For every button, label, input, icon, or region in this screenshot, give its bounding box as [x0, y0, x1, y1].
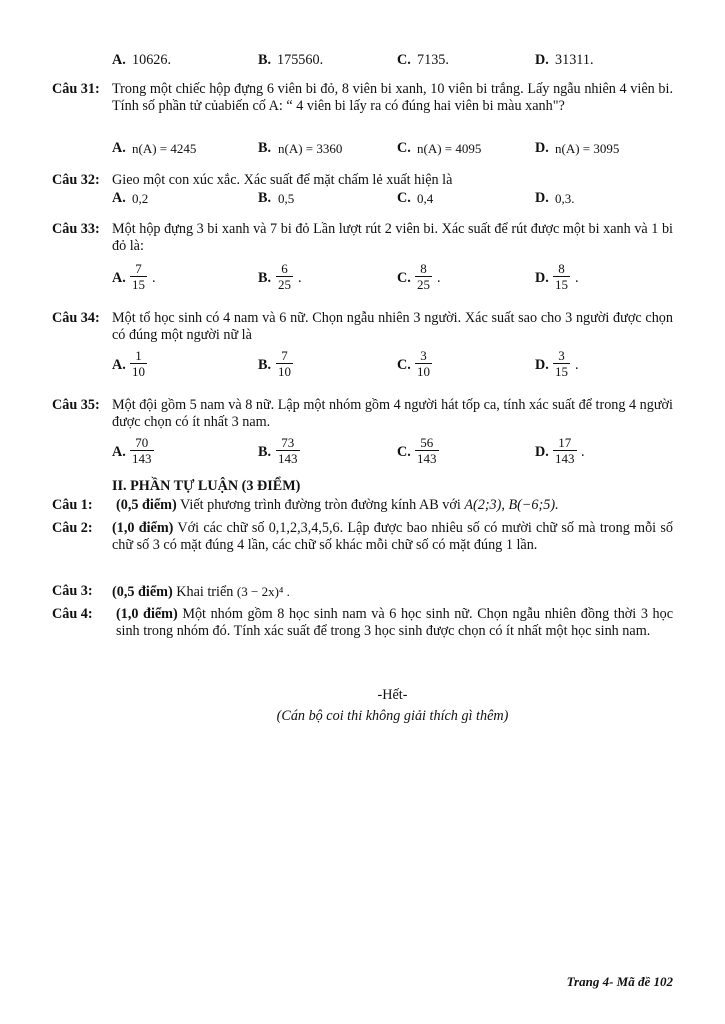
- question-34-number: Câu 34:: [52, 310, 100, 326]
- essay-3-math: (3 − 2x)⁴ .: [236, 584, 290, 599]
- q33-c-denominator: 25: [417, 277, 430, 292]
- q34-c-numerator: 3: [420, 348, 427, 363]
- q31-option-a: n(A) = 4245: [132, 141, 197, 156]
- q32-option-d: 0,3.: [555, 191, 575, 206]
- q30-option-c: 7135.: [417, 52, 449, 68]
- essay-4-body: Một nhóm gồm 8 học sinh nam và 6 học sinh nữ. Chọn ngẫu nhiên đồng thời 3 học sinh trong nhóm đó. Tính xác suất để trong 3 học sinh được chọn có ít nhất một học sinh nam.: [116, 606, 674, 640]
- essay-3-body: Khai triển: [176, 584, 234, 600]
- q35-a-numerator: 70: [135, 435, 149, 450]
- q35-d-denominator: 143: [555, 451, 575, 466]
- q32-option-b: 0,5: [278, 191, 295, 206]
- q35-d-period: .: [581, 444, 585, 460]
- q35-option-a-fraction: [130, 435, 154, 466]
- question-34-text: Một tổ học sinh có 4 nam và 6 nữ. Chọn ngẫu nhiên 3 người. Xác suất sao cho 3 người được chọn có đúng một người nữ là: [112, 310, 673, 344]
- q34-a-numerator: 1: [135, 348, 142, 363]
- q33-b-period: .: [298, 270, 302, 286]
- q34-option-a-label: A.: [112, 357, 126, 373]
- q35-option-b-label: B.: [258, 444, 272, 460]
- q32-option-b-label: B.: [258, 190, 272, 206]
- q33-a-denominator: 15: [132, 277, 145, 292]
- q32-option-a: 0,2: [132, 191, 149, 206]
- q33-d-period: .: [575, 270, 579, 286]
- q33-option-a-fraction: [130, 261, 147, 292]
- q35-b-numerator: 73: [281, 435, 295, 450]
- q32-option-c-label: C.: [397, 190, 411, 206]
- essay-2-body: Với các chữ số 0,1,2,3,4,5,6. Lập được bao nhiêu số có mười chữ số mà trong mỗi số chữ số 3 có mặt đúng 4 lần, các chữ số khác mỗi chữ số có mặt đúng 1 lần.: [112, 520, 673, 554]
- q33-d-denominator: 15: [555, 277, 568, 292]
- essay-1-number: Câu 1:: [52, 497, 93, 513]
- q33-option-a-label: A.: [112, 270, 126, 286]
- q34-option-d-fraction: [553, 348, 570, 379]
- q31-option-c-label: C.: [397, 140, 411, 156]
- q35-option-a-label: A.: [112, 444, 126, 460]
- q34-option-b-fraction: [276, 348, 293, 379]
- essay-3-number: Câu 3:: [52, 583, 93, 599]
- q34-option-c-fraction: [415, 348, 432, 379]
- question-35-number: Câu 35:: [52, 397, 100, 413]
- q30-option-d: 31311.: [555, 52, 594, 68]
- q33-a-numerator: 7: [135, 261, 142, 276]
- essay-3-text: [112, 583, 673, 601]
- q31-option-b: n(A) = 3360: [278, 141, 343, 156]
- essay-3-score: (0,5 điểm): [112, 584, 173, 600]
- q34-c-denominator: 10: [417, 364, 430, 379]
- q33-b-denominator: 25: [278, 277, 291, 292]
- section-heading: II. PHẦN TỰ LUẬN (3 ĐIỂM): [112, 478, 301, 494]
- end-mark: -Hết-: [377, 687, 408, 703]
- q30-option-d-label: D.: [535, 52, 549, 68]
- q34-b-denominator: 10: [278, 364, 291, 379]
- q32-option-d-label: D.: [535, 190, 549, 206]
- q34-option-b-label: B.: [258, 357, 272, 373]
- q30-option-b-label: B.: [258, 52, 272, 68]
- q33-option-c-label: C.: [397, 270, 411, 286]
- q33-option-b-label: B.: [258, 270, 272, 286]
- essay-4-text: [116, 606, 673, 641]
- question-31-number: Câu 31:: [52, 81, 100, 97]
- q34-option-a-fraction: [130, 348, 147, 379]
- question-31-text: Trong một chiếc hộp đựng 6 viên bi đỏ, 8 viên bi xanh, 10 viên bi trắng. Lấy ngẫu nhiên 4 viên bi. Tính số phần tử củabiến cố A: “ 4 viên bi lấy ra có đúng hai viên bi màu xanh"?: [112, 81, 673, 115]
- q30-option-a: 10626.: [132, 52, 172, 68]
- essay-2-score: (1,0 điểm): [112, 520, 174, 536]
- question-32-text: Gieo một con xúc xắc. Xác suất để mặt chấm lẻ xuất hiện là: [112, 172, 453, 188]
- essay-4-number: Câu 4:: [52, 606, 93, 622]
- q32-option-c: 0,4: [417, 191, 434, 206]
- q30-option-b: 175560.: [277, 52, 324, 68]
- q30-option-a-label: A.: [112, 52, 126, 68]
- q35-option-d-label: D.: [535, 444, 549, 460]
- q35-c-denominator: 143: [417, 451, 437, 466]
- q33-option-d-fraction: [553, 261, 570, 292]
- q34-b-numerator: 7: [281, 348, 288, 363]
- q33-option-b-fraction: [276, 261, 293, 292]
- q31-option-b-label: B.: [258, 140, 272, 156]
- proctor-note: (Cán bộ coi thi không giải thích gì thêm): [276, 708, 509, 724]
- q34-a-denominator: 10: [132, 364, 145, 379]
- q34-d-period: .: [575, 357, 579, 373]
- q35-b-denominator: 143: [278, 451, 298, 466]
- q32-option-a-label: A.: [112, 190, 126, 206]
- q30-option-c-label: C.: [397, 52, 411, 68]
- q35-c-numerator: 56: [420, 435, 434, 450]
- page-footer: Trang 4- Mã đề 102: [566, 974, 673, 989]
- q35-option-c-label: C.: [397, 444, 411, 460]
- q33-b-numerator: 6: [281, 261, 288, 276]
- q33-option-d-label: D.: [535, 270, 549, 286]
- essay-1-body: Viết phương trình đường tròn đường kính AB với: [179, 497, 461, 513]
- essay-4-score: (1,0 điểm): [116, 606, 178, 622]
- q35-option-b-fraction: [276, 435, 300, 466]
- q34-option-c-label: C.: [397, 357, 411, 373]
- q35-option-d-fraction: [553, 435, 577, 466]
- q35-d-numerator: 17: [558, 435, 572, 450]
- q31-option-d-label: D.: [535, 140, 549, 156]
- question-33-number: Câu 33:: [52, 221, 100, 237]
- essay-2-text: [112, 520, 673, 555]
- essay-1-text: [116, 497, 673, 514]
- q33-d-numerator: 8: [558, 261, 565, 276]
- q31-option-d: n(A) = 3095: [555, 141, 620, 156]
- q35-option-c-fraction: [415, 435, 439, 466]
- essay-1-score: (0,5 điểm): [116, 497, 177, 513]
- q31-option-c: n(A) = 4095: [417, 141, 482, 156]
- q34-d-denominator: 15: [555, 364, 568, 379]
- q31-option-a-label: A.: [112, 140, 126, 156]
- essay-1-math: A(2;3), B(−6;5).: [464, 497, 559, 513]
- q33-option-c-fraction: [415, 261, 432, 292]
- question-35-text: Một đội gồm 5 nam và 8 nữ. Lập một nhóm gồm 4 người hát tốp ca, tính xác suất để trong 4 người được chọn có ít nhất 3 nam.: [112, 397, 673, 431]
- q33-c-period: .: [437, 270, 441, 286]
- q34-d-numerator: 3: [558, 348, 565, 363]
- essay-2-number: Câu 2:: [52, 520, 93, 536]
- q33-a-period: .: [152, 270, 156, 286]
- question-32-number: Câu 32:: [52, 172, 100, 188]
- q35-a-denominator: 143: [132, 451, 152, 466]
- question-33-text: Một hộp đựng 3 bi xanh và 7 bi đỏ Lần lượt rút 2 viên bi. Xác suất để rút được một bi xanh và 1 bi đỏ là:: [112, 221, 673, 255]
- q33-c-numerator: 8: [420, 261, 427, 276]
- q34-option-d-label: D.: [535, 357, 549, 373]
